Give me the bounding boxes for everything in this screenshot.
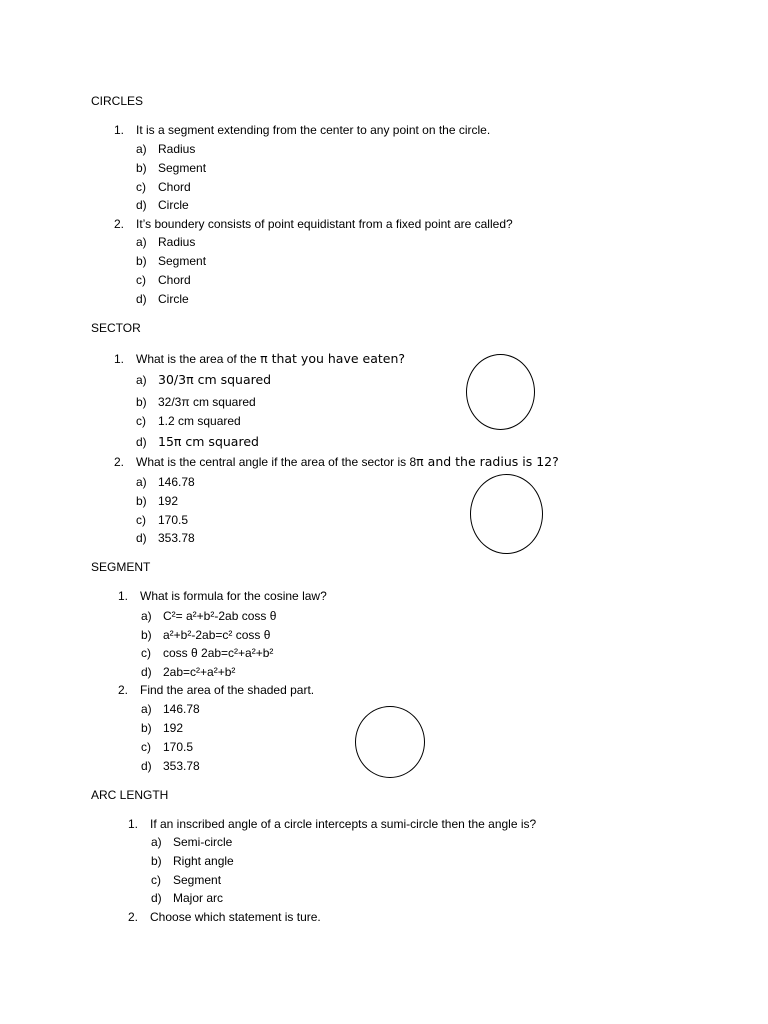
option-item: c) coss θ 2ab=c²+a²+b²	[141, 646, 274, 660]
question-text: It is a segment extending from the center to any point on the circle.	[136, 123, 491, 137]
option-item: a) Semi-circle	[151, 835, 233, 849]
question-arc-1	[128, 816, 536, 832]
question-segment-2	[118, 682, 314, 698]
option-item: b) a²+b²-2ab=c² coss θ	[141, 628, 271, 642]
question-number: 2.	[118, 683, 129, 697]
option-item: d) 2ab=c²+a²+b²	[141, 665, 236, 679]
option-item: d) Major arc	[151, 891, 224, 905]
option-item: b) Segment	[136, 254, 207, 268]
question-number: 2.	[128, 910, 139, 924]
circle-figure-2	[470, 474, 543, 554]
question-number: 1.	[118, 589, 129, 603]
option-item: b) Segment	[136, 161, 207, 175]
question-circles-2	[114, 216, 513, 232]
question-text: What is the central angle if the area of the sector is 8	[136, 455, 417, 469]
option-item: a) 146.78	[136, 475, 195, 489]
option-item: c) Segment	[151, 873, 222, 887]
option-item: c) 170.5	[136, 513, 189, 527]
question-text: It’s boundery consists of point equidistant from a fixed point are called?	[136, 217, 513, 231]
question-text: If an inscribed angle of a circle intercepts a sumi-circle then the angle is?	[150, 817, 537, 831]
question-sector-1	[114, 351, 405, 367]
option-item: c) Chord	[136, 180, 191, 194]
option-item: b) 192	[136, 494, 179, 508]
question-text-math: π and the radius is 12?	[416, 454, 559, 469]
question-text: Choose which statement is ture.	[150, 910, 321, 924]
question-sector-2	[114, 454, 559, 470]
option-item: b) Right angle	[151, 854, 234, 868]
option-item: a) Radius	[136, 235, 196, 249]
option-item: d) 353.78	[136, 531, 195, 545]
question-text-math: π that you have eaten?	[260, 351, 406, 366]
question-number: 1.	[128, 817, 139, 831]
option-item: a) 146.78	[141, 702, 200, 716]
section-heading-segment: SEGMENT	[91, 560, 151, 574]
question-number: 2.	[114, 455, 125, 469]
question-number: 1.	[114, 352, 125, 366]
option-item: c) 1.2 cm squared	[136, 414, 241, 428]
section-heading-sector: SECTOR	[91, 321, 141, 335]
question-number: 1.	[114, 123, 125, 137]
option-item: d) Circle	[136, 198, 189, 212]
question-number: 2.	[114, 217, 125, 231]
option-item: c) Chord	[136, 273, 191, 287]
section-heading-circles: CIRCLES	[91, 94, 144, 108]
option-item: b) 32/3π cm squared	[136, 395, 256, 409]
question-arc-2	[128, 909, 321, 925]
question-text: What is formula for the cosine law?	[140, 589, 327, 603]
circle-figure-3	[355, 706, 425, 778]
question-circles-1	[114, 122, 490, 138]
question-text: Find the area of the shaded part.	[140, 683, 315, 697]
option-item: d) Circle	[136, 292, 189, 306]
option-item: c) 170.5	[141, 740, 194, 754]
section-heading-arc-length: ARC LENGTH	[91, 788, 169, 802]
option-item: a) Radius	[136, 142, 196, 156]
circle-figure-1	[466, 354, 535, 430]
option-item: a) C²= a²+b²-2ab coss θ	[141, 609, 277, 623]
question-segment-1	[118, 588, 327, 604]
option-item: a) 30/3π cm squared	[136, 372, 272, 387]
option-item: b) 192	[141, 721, 184, 735]
question-text: What is the area of the	[136, 352, 261, 366]
option-item: d) 353.78	[141, 759, 200, 773]
option-item: d) 15π cm squared	[136, 434, 259, 449]
